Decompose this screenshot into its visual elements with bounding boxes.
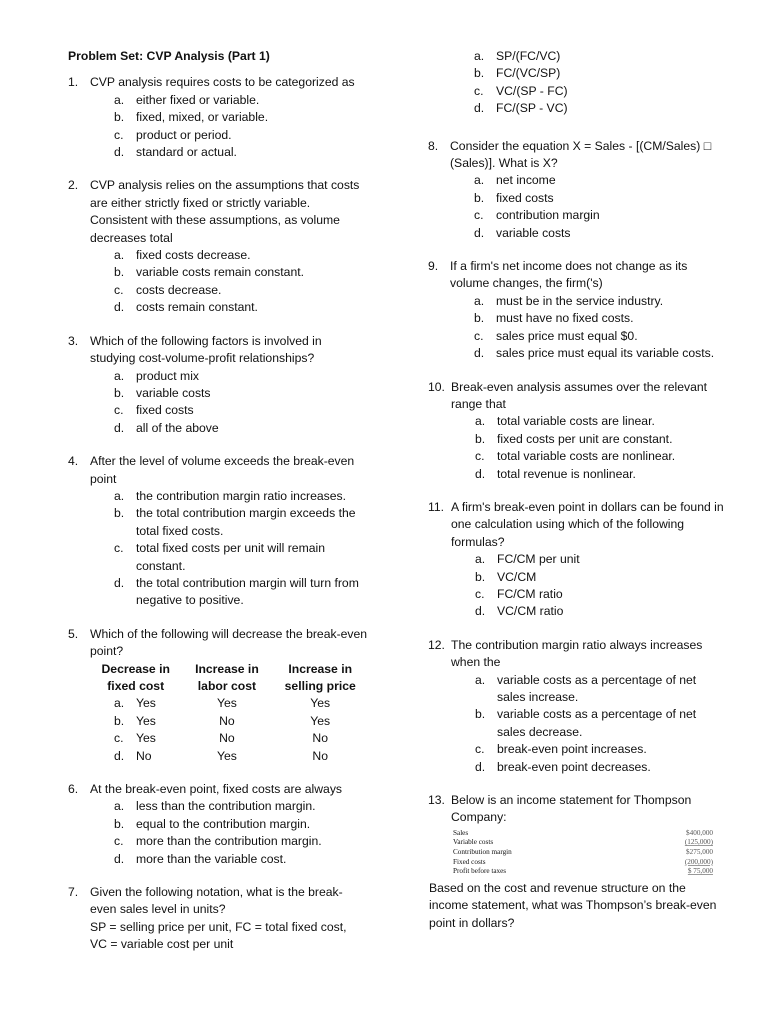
- question-text: A firm's break-even point in dollars can be found in one calculation using which of the following formulas?: [451, 499, 724, 549]
- option-a: a. net income: [474, 173, 556, 188]
- answer-table: [90, 661, 368, 765]
- option-b: b. fixed, mixed, or variable.: [114, 110, 269, 125]
- question-number: 11.: [428, 499, 445, 514]
- header-increase-selling-price: Increase in selling price: [284, 661, 356, 693]
- table-header-row: [90, 661, 368, 696]
- left-column: [68, 48, 368, 970]
- option-c: c. product or period.: [114, 127, 232, 142]
- answer-options: [451, 672, 728, 776]
- question-text: Which of the following will decrease the break-even point?: [90, 626, 368, 659]
- option-b: b. the total contribution margin exceeds the total fixed costs.: [114, 506, 356, 538]
- option-b: b. variable costs as a percentage of net sales decrease.: [475, 707, 697, 739]
- header-decrease-fixed-cost: Decrease in fixed cost: [101, 661, 170, 693]
- option-d: d. sales price must equal its variable costs.: [474, 346, 715, 361]
- question-10: [428, 379, 728, 483]
- option-a: a. fixed costs decrease.: [114, 248, 251, 263]
- option-c: c. total fixed costs per unit will remain constant.: [114, 541, 325, 573]
- table-row: b. Yes No Yes: [114, 713, 331, 728]
- option-b: b. must have no fixed costs.: [474, 311, 634, 326]
- question-7-options: [428, 48, 728, 118]
- question-7: [68, 884, 368, 954]
- option-a: a. product mix: [114, 368, 199, 383]
- option-d: d. costs remain constant.: [114, 300, 258, 315]
- income-statement: [453, 829, 713, 877]
- answer-options: [90, 368, 368, 438]
- option-c: c. FC/CM ratio: [475, 586, 563, 601]
- option-d: d. total revenue is nonlinear.: [475, 466, 636, 481]
- question-3: [68, 333, 368, 437]
- table-row: Variable costs (125,000): [453, 838, 713, 847]
- option-c: c. fixed costs: [114, 403, 194, 418]
- question-text: Which of the following factors is involved in studying cost-volume-profit relationships?: [90, 333, 322, 366]
- answer-options: [451, 551, 728, 621]
- option-d: d. VC/CM ratio: [475, 604, 564, 619]
- question-8: [428, 138, 728, 242]
- question-9: [428, 258, 728, 362]
- question-number: 2.: [68, 178, 79, 193]
- question-number: 8.: [428, 138, 439, 153]
- table-row: c. Yes No No: [114, 731, 328, 746]
- answer-options: [450, 172, 728, 242]
- option-a: a. total variable costs are linear.: [475, 414, 655, 429]
- answer-options: [90, 92, 368, 162]
- question-number: 13.: [428, 793, 445, 808]
- option-c: c. VC/(SP - FC): [474, 83, 568, 98]
- option-c: c. more than the contribution margin.: [114, 834, 322, 849]
- answer-options: [90, 798, 368, 868]
- answer-options: [450, 48, 728, 118]
- option-a: a. FC/CM per unit: [475, 552, 580, 567]
- question-number: 10.: [428, 379, 445, 394]
- option-a: a. variable costs as a percentage of net sales increase.: [475, 672, 697, 704]
- question-number: 6.: [68, 782, 79, 797]
- option-d: d. more than the variable cost.: [114, 851, 287, 866]
- question-number: 7.: [68, 885, 79, 900]
- question-number: 9.: [428, 259, 439, 274]
- answer-options: [451, 413, 728, 483]
- question-text: Below is an income statement for Thompson Company:: [451, 793, 692, 825]
- question-text: At the break-even point, fixed costs are always: [90, 782, 343, 797]
- followup-text: Based on the cost and revenue structure on the income statement, what was Thompson’s break-even point in dollars?: [429, 880, 717, 930]
- question-number: 4.: [68, 454, 79, 469]
- header-increase-labor-cost: Increase in labor cost: [195, 661, 259, 693]
- question-2: [68, 177, 368, 316]
- option-b: b. variable costs remain constant.: [114, 265, 304, 280]
- option-b: b. variable costs: [114, 385, 211, 400]
- question-text: CVP analysis relies on the assumptions that costs are either strictly fixed or strictly variable. Consistent with these assumptions, as volume decreases total: [90, 178, 360, 245]
- page-title: Problem Set: CVP Analysis (Part 1): [68, 49, 270, 63]
- option-a: a. must be in the service industry.: [474, 293, 664, 308]
- question-number: 12.: [428, 637, 445, 652]
- question-1: [68, 74, 368, 161]
- answer-options: [90, 488, 368, 610]
- option-c: c. break-even point increases.: [475, 742, 647, 757]
- option-a: a. the contribution margin ratio increases.: [114, 488, 347, 503]
- option-d: d. break-even point decreases.: [475, 759, 651, 774]
- option-c: c. contribution margin: [474, 208, 600, 223]
- option-d: d. the total contribution margin will turn from negative to positive.: [114, 575, 359, 608]
- question-6: [68, 781, 368, 868]
- table-row: d. No Yes No: [114, 748, 328, 763]
- question-11: [428, 499, 728, 621]
- question-number: 5.: [68, 626, 79, 641]
- question-text: Consider the equation X = Sales - [(CM/Sales) □ (Sales)]. What is X?: [450, 138, 712, 171]
- question-text: The contribution margin ratio always increases when the: [451, 637, 703, 670]
- option-c: c. sales price must equal $0.: [474, 328, 638, 343]
- notation-line-1: SP = selling price per unit, FC = total fixed cost,: [90, 919, 347, 934]
- option-a: a. SP/(FC/VC): [474, 49, 561, 63]
- table-row: a. Yes Yes Yes: [114, 696, 331, 711]
- option-a: a. less than the contribution margin.: [114, 799, 316, 814]
- option-b: b. fixed costs per unit are constant.: [475, 431, 673, 446]
- option-a: a. either fixed or variable.: [114, 92, 260, 107]
- question-13: [428, 792, 728, 932]
- table-row: Fixed costs (200,000): [453, 857, 713, 866]
- answer-options: [450, 293, 728, 363]
- question-text: Given the following notation, what is the break-even sales level in units?: [90, 885, 343, 917]
- question-4: [68, 453, 368, 610]
- question-text: After the level of volume exceeds the break-even point: [90, 454, 355, 486]
- option-b: b. VC/CM: [475, 569, 537, 584]
- option-b: b. equal to the contribution margin.: [114, 816, 311, 831]
- table-row: Contribution margin $275,000: [453, 848, 713, 857]
- question-text: CVP analysis requires costs to be categorized as: [90, 75, 355, 90]
- right-column: [428, 48, 728, 948]
- option-d: d. standard or actual.: [114, 145, 237, 160]
- question-5: [68, 626, 368, 765]
- option-b: b. FC/(VC/SP): [474, 66, 561, 81]
- question-12: [428, 637, 728, 776]
- table-row: Sales $400,000: [453, 828, 713, 837]
- table-row: Profit before taxes $ 75,000: [453, 867, 713, 876]
- question-text: Break-even analysis assumes over the relevant range that: [451, 379, 708, 411]
- option-d: d. FC/(SP - VC): [474, 101, 568, 116]
- option-c: c. total variable costs are nonlinear.: [475, 449, 676, 464]
- question-number: 1.: [68, 75, 79, 90]
- option-c: c. costs decrease.: [114, 282, 222, 297]
- question-number: 3.: [68, 333, 79, 348]
- option-d: d. all of the above: [114, 420, 219, 435]
- option-d: d. variable costs: [474, 225, 571, 240]
- answer-options: [90, 247, 368, 317]
- notation-line-2: VC = variable cost per unit: [90, 937, 234, 952]
- question-text: If a firm's net income does not change as its volume changes, the firm('s): [450, 259, 688, 291]
- option-b: b. fixed costs: [474, 190, 554, 205]
